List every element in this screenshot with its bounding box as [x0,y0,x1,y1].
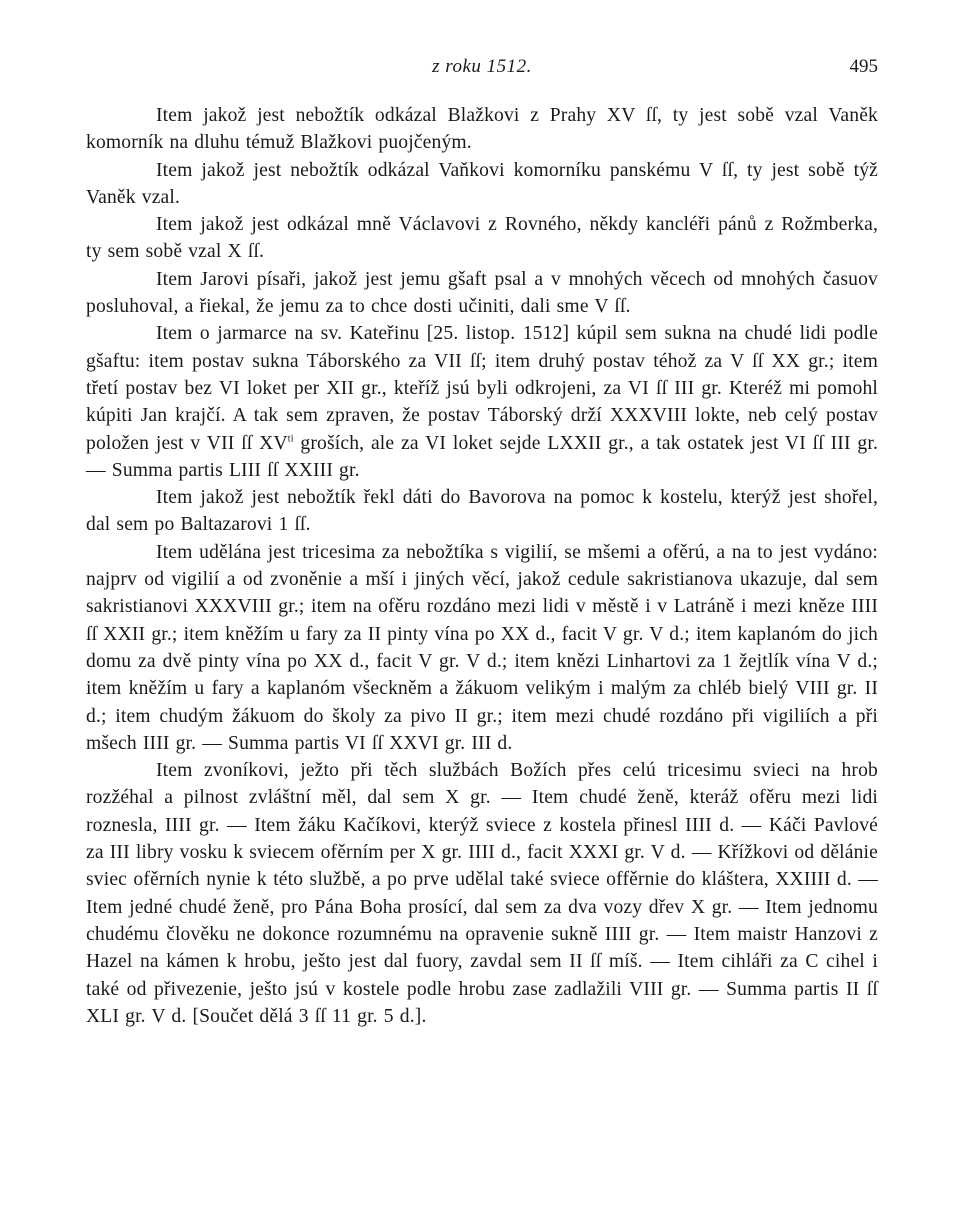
running-head: z roku 1512. [432,56,532,77]
paragraph-5-superscript: ti [287,433,294,445]
page-header [86,56,878,90]
paragraph-6: Item jakož jest nebožtík řekl dáti do Bavorova na pomoc k kostelu, kterýž jest shořel, dal sem po Baltazarovi 1 ſſ. [86,487,878,536]
page-number: 495 [849,56,878,77]
paragraph-8: Item zvoníkovi, ježto při těch službách Božích přes celú tricesimu svieci na hrob rozžéhal a pilnost zvláštní měl, dal sem X gr. — Item chudé ženě, kteráž ofěru mezi lidi roznesla, IIII gr. — Item žáku Kačíkovi, kterýž sviece z kostela přinesl IIII d. — Káči Pavlové za III libry vosku k sviecem ofěrním per X gr. IIII d., facit XXXI gr. V d. — Křížkovi od dělánie sviec ofěrních nynie k této službě, a po prve udělal také sviece offěrnie do kláštera, XXIIII d. — Item jedné chudé ženě, pro Pána Boha prosící, dal sem za dva vozy dřev X gr. — Item jednomu chudému člověku ne dokonce rozumnému na opravenie sukně IIII gr. — Item maistr Hanzovi z Hazel na kámen k hrobu, ješto jest dal fuory, zavdal sem II ſſ míš. — Item cihláři za C cihel i také od přivezenie, ješto jsú v kostele podle hrobu zase zadlažili VIII gr. — Summa partis II ſſ XLI gr. V d. [Součet dělá 3 ſſ 11 gr. 5 d.]. [86,760,878,1027]
paragraph-2: Item jakož jest nebožtík odkázal Vaňkovi komorníku panskému V ſſ, ty jest sobě týž Vaněk vzal. [86,159,878,208]
paragraph-3: Item jakož jest odkázal mně Václavovi z Rovného, někdy kancléři pánů z Rožmberka, ty sem sobě vzal X ſſ. [86,214,878,263]
paragraph-5-main: Item o jarmarce na sv. Kateřinu [25. listop. 1512] kúpil sem sukna na chudé lidi podle gšaftu: item postav sukna Táborského za VII ſſ; item druhý postav téhož za V ſſ XX gr.; item třetí postav bez VI loket per XII gr., kteříž jsú byli odkrojeni, za VI ſſ III gr. Kteréž mi pomohl kúpiti Jan krajčí. A tak sem zpraven, že postav Táborský drží XXXVIII lokte, neb celý postav položen jest v VII ſſ XV [86,323,878,454]
paragraph-5 [86,320,878,484]
paragraph-1: Item jakož jest nebožtík odkázal Blažkovi z Prahy XV ſſ, ty jest sobě vzal Vaněk komorník na dluhu témuž Blažkovi puojčeným. [86,105,878,154]
paragraph-5-continuation: groších, ale za VI loket sejde LXXII gr., a tak ostatek jest VI ſſ III gr. — Summa partis LIII ſſ XXIII gr. [86,432,879,481]
body-text [86,102,878,1030]
paragraph-4: Item Jarovi písaři, jakož jest jemu gšaft psal a v mnohých věcech od mnohých časuov posluhoval, a řiekal, že jemu za to chce dosti učiniti, dali sme V ſſ. [86,268,878,318]
paragraph-7: Item udělána jest tricesima za nebožtíka s vigilií, se mšemi a ofěrú, a na to jest vydáno: najprv od vigilií a od zvoněnie a mší i jiných věcí, jakož cedule sakristianova ukazuje, dal sem sakristianovi XXXVIII gr.; item na ofěru rozdáno mezi lidi v městě i v Latráně i mezi kněze IIII ſſ XXII gr.; item kněžím u fary za II pinty vína po XX d., facit V gr. V d.; item kaplanóm do jich domu za dvě pinty vína po XX d., facit V gr. V d.; item knězi Linhartovi za 1 žejtlík vína V d.; item kněžím u fary a kaplanóm všeckněm a žákuom velikým i malým za chléb bielý VIII gr. II d.; item chudým žákuom do školy za pivo II gr.; item mezi chudé rozdáno při vigiliích a při mšech IIII gr. — Summa partis VI ſſ XXVI gr. III d. [86,541,878,754]
